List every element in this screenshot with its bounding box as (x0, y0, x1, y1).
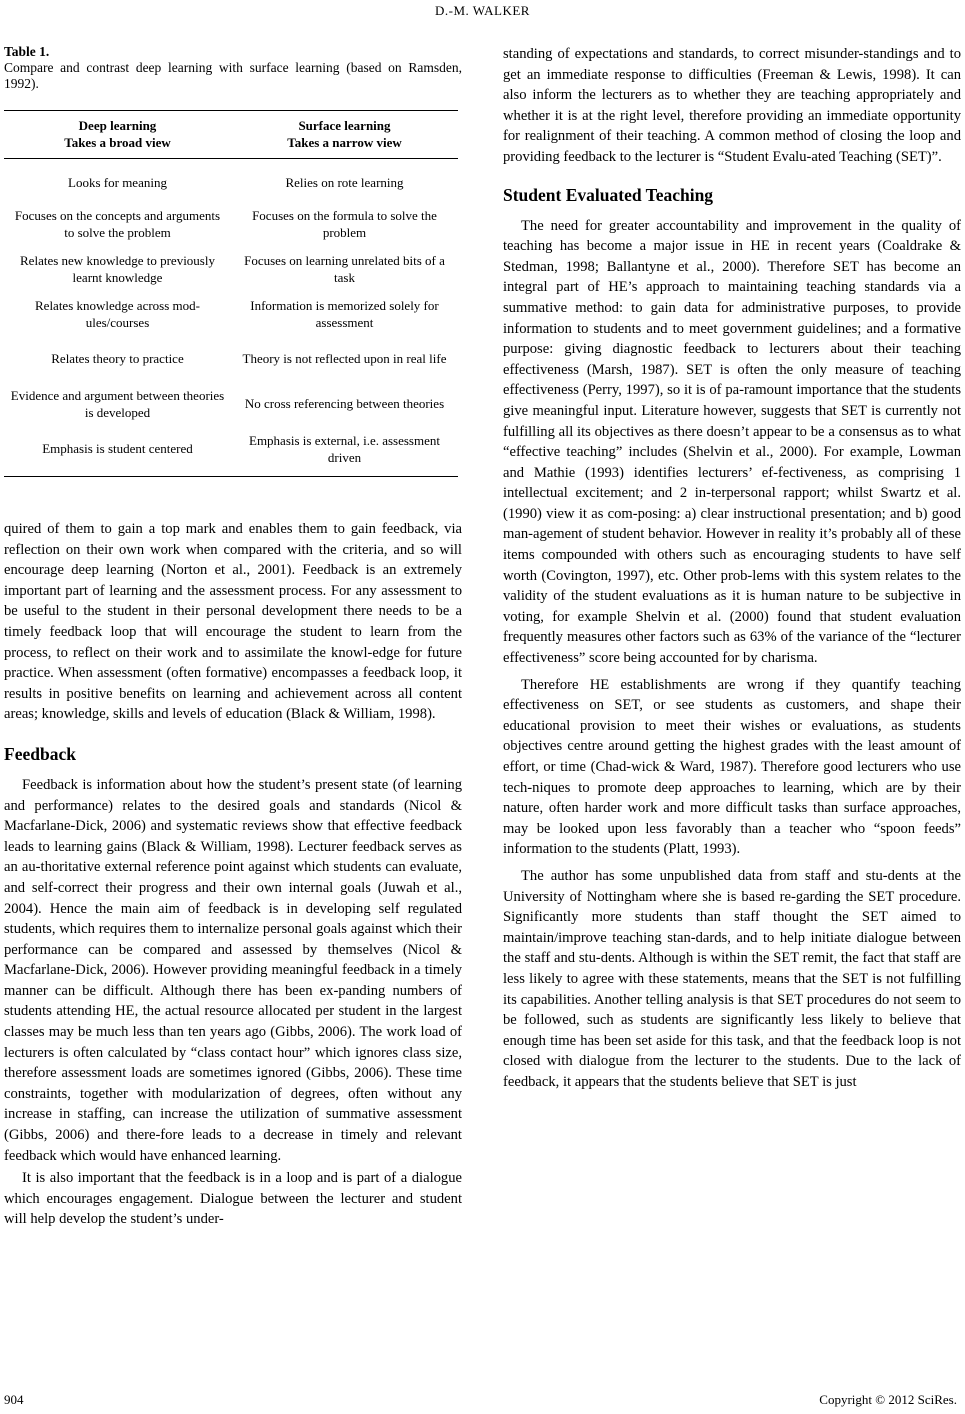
table-row (4, 337, 458, 382)
section-heading-set: Student Evaluated Teaching (503, 184, 714, 205)
table-cell: Relates knowledge across mod-ules/courses (35, 298, 200, 330)
body-paragraph: The need for greater accountability and improvement in the quality of teaching has become a major issue in HE in recent years (Coaldrake & Stedman, 1998; Ballantyne et al., 2000). Therefore SET has become an integral part of HE’s approach to maintaining teaching standards via a summative method: to gain data for administrative purposes, to provide information to students and to meet government guidelines; and a formative purpose: giving diagnostic feedback to lecturers about their teaching effectiveness (Marsh, 1987). SET is often the only measure of teaching effectiveness (Perry, 1997), so it is of pa-ramount importance that the students give meaningful input. Literature however, suggests that SET is currently not fulfilling all its objectives as there doesn’t appear to be a consensus as to what “effective teaching” includes (Shelvin et al., 2000). For example, Lowman and Mathie (1993) identifies lecturers’ ef-fectiveness, as comprising 1 intellectual excitement; and 2 in-terpersonal rapport; whilst Swartz et al. (1990) view it as com-posing: a) clear instructional presentation; and b) good man-agement of student behavior. However in reality it’s probably all of these items compounded with others such as encouraging students to have self worth (Covington, 1997), etc. Other prob-lems with this system relates to the validity of the student evaluations as it is human nature to be subjective in voting, for example Shelvin et al. (2000) found that student evaluation frequently measures other factors such as 63% of the variance of the “lecturer effectiveness” score being accounted for by charisma. (503, 217, 961, 667)
table-cell: Emphasis is student centered (42, 441, 193, 457)
table-cell: Theory is not reflected upon in real life (242, 351, 447, 367)
copyright-notice: Copyright © 2012 SciRes. (819, 1392, 957, 1407)
table-row (4, 292, 458, 337)
table-cell: Looks for meaning (68, 174, 167, 190)
table-cell: Information is memorized solely for assessment (250, 298, 439, 330)
table-cell: Evidence and argument between theories is developed (10, 388, 225, 420)
column-subheading: Takes a broad view (64, 134, 171, 150)
table-cell: Focuses on learning unrelated bits of a task (244, 253, 445, 285)
right-column (503, 44, 961, 1093)
table-row (4, 382, 458, 427)
column-heading: Deep learning (78, 118, 157, 133)
body-paragraph: Feedback is information about how the student’s present state (of learning and performance) relates to the desired goals and standards (Nicol & Macfarlane-Dick, 2006) and systematic reviews show that effective feedback leads to learning gains (Black & William, 1998). Lecturer feedback serves as an au-thoritative external reference point against which students can evaluate, and self-correct their progress and their own internal goals (Juwah et al., 2004). Hence the main aim of feedback is in developing self regulated students, which requires them to internalize personal goals against which their performance can be compared and assessed by themselves (Nicol & Macfarlane-Dick, 2006). However providing meaningful feedback in a timely manner can be difficult. Although there has been ex-panding numbers of students attending HE, the actual resource allocated per student in the largest classes may be much less than ten years ago (Gibbs, 2006). The work load of lecturers is often calculated by “class contact hour” which ignores class size, therefore assessment loads are sometimes ignored (Gibbs, 2006). These time constraints, together with modularization of degrees, often without any increase in staffing, can increase the utilization of summative assessment (Gibbs, 2006) and there-fore leads to a decrease in timely and relevant feedback which would have enhanced learning. (4, 776, 462, 1164)
section-heading-feedback: Feedback (4, 743, 76, 764)
table-cell: Relies on rote learning (285, 174, 404, 190)
table-row (4, 202, 458, 247)
table-caption: Compare and contrast deep learning with surface learning (based on Ramsden, 1992). (4, 60, 462, 91)
body-paragraph: It is also important that the feedback is in a loop and is part of a dialogue which encourages engagement. Dialogue between the lecturer and student will help develop the student’s under- (4, 1170, 462, 1228)
table-cell: Emphasis is external, i.e. assessment driven (249, 433, 440, 465)
left-column (4, 44, 462, 1230)
table-cell: Relates new knowledge to previously learnt knowledge (20, 253, 215, 285)
table-cell: No cross referencing between theories (244, 396, 445, 412)
table-column-header (4, 111, 231, 159)
table-cell: Focuses on the formula to solve the problem (252, 208, 437, 240)
table-header-row (4, 111, 458, 159)
running-head: D.-M. WALKER (435, 3, 530, 18)
table-title: Table 1. (4, 44, 50, 59)
table-column-header (231, 111, 458, 159)
page-number: 904 (4, 1392, 24, 1407)
column-heading: Surface learning (298, 118, 391, 133)
column-subheading: Takes a narrow view (287, 134, 402, 150)
body-paragraph: The author has some unpublished data from staff and stu-dents at the University of Nottingham where she is based re-garding the SET procedure. Significantly more students than staff thought the SET aimed to maintain/improve teaching stan-dards, and to help initiate dialogue between the staff and stu-dents. Although is within the SET remit, the fact that staff are less likely to agree with these statements, means that the SET is not fulfilling its capabilities. Another telling analysis is that SET procedures do not seem to be followed, such as students are significantly less likely to believe that enough time has been set aside for this task, and that the feedback loop is not closed with dialogue from the lecturer to the students. Due to the lack of feedback, it appears that the students believe that SET is just (503, 867, 961, 1090)
table-row (4, 247, 458, 292)
table-row (4, 427, 458, 477)
body-paragraph: quired of them to gain a top mark and enables them to gain feedback, via reflection on their own work when compared with the criteria, and so will encourage deep learning (Norton et al., 2001). Feedback is an extremely important part of learning and the assessment process. For any assessment to be useful to the student in their personal development there needs to be a timely feedback loop that will encourage the student to learn from the process, to reflect on their work and to assimilate the knowl-edge for future practice. When assessment (often formative) encompasses a feedback loop, it results in positive benefits on learning and achievement across all content areas; knowledge, skills and levels of education (Black & William, 1998). (4, 521, 462, 723)
body-paragraph: standing of expectations and standards, to correct misunder-standings and to get an immediate response to difficulties (Freeman & Lewis, 1998). It can also inform the lecturers as to whether they are teaching appropriately and whether it is at the right level, therefore providing an immediate opportunity for realignment of their teaching. A common method of closing the loop and providing feedback to the lecturer is “Student Evalu-ated Teaching (SET)”. (503, 46, 961, 165)
table-row (4, 159, 458, 203)
comparison-table (4, 110, 458, 477)
table-cell: Relates theory to practice (51, 351, 184, 367)
table-cell: Focuses on the concepts and arguments to solve the problem (14, 208, 221, 240)
body-paragraph: Therefore HE establishments are wrong if they quantify teaching effectiveness on SET, or see students as customers, and shape their educational provision to meet their wishes or evaluations, as students objectives centre around getting the highest grades with the least amount of effort, or time (Chad-wick & Ward, 1987). Therefore good lecturers who use tech-niques to promote deep approaches to learning, which are by their nature, often harder work and more difficult tasks than surface approaches, may be looked upon less favorably than a teacher who “spoon feeds” information to the students (Platt, 1993). (503, 676, 961, 858)
